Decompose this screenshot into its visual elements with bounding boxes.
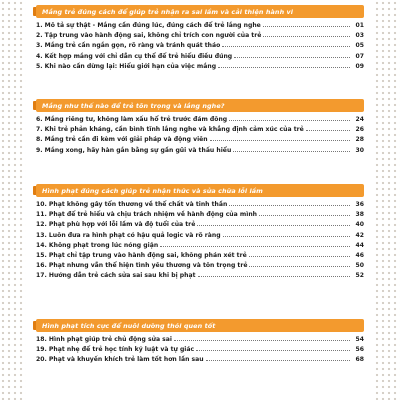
dot-leader <box>229 115 350 121</box>
toc-entry[interactable] <box>36 271 364 281</box>
toc-entry-page: 42 <box>355 231 364 239</box>
toc-list <box>36 200 364 282</box>
toc-entry-title: 18. Hình phạt giúp trẻ chủ động sửa sai <box>36 336 173 343</box>
dot-leader <box>222 41 350 47</box>
toc-entry-page: 44 <box>355 241 364 249</box>
toc-entry[interactable] <box>36 345 364 355</box>
toc-entry-title: 10. Phạt không gây tổn thương về thể chất và tinh thần <box>36 201 228 208</box>
dot-leader <box>233 146 350 152</box>
dot-leader <box>197 220 350 226</box>
section-title: Mắng trẻ đúng cách để giúp trẻ nhận ra sai lầm và cải thiện hành vi <box>42 7 294 16</box>
dot-leader <box>306 125 350 131</box>
toc-entry-title: 9. Mắng xong, hãy hàn gắn bằng sự gần gũi và thấu hiểu <box>36 146 232 154</box>
toc-entry-page: 28 <box>355 136 364 144</box>
dot-leader <box>263 21 350 27</box>
toc-entry-title: 2. Tập trung vào hành động sai, không chỉ trích con người của trẻ <box>36 32 262 40</box>
toc-entry[interactable] <box>36 261 364 271</box>
section-banner <box>36 99 364 112</box>
dot-leader <box>259 210 350 216</box>
toc-entry[interactable] <box>36 41 364 51</box>
dot-leader <box>263 31 350 37</box>
toc-entry[interactable] <box>36 146 364 156</box>
toc-entry[interactable] <box>36 21 364 31</box>
toc-entry[interactable] <box>36 31 364 41</box>
toc-entry-page: 38 <box>355 211 364 219</box>
toc-entry-title: 12. Phạt phù hợp với lỗi lầm và độ tuổi của trẻ <box>36 221 196 229</box>
toc-section-2 <box>36 99 364 156</box>
toc-entry-title: 6. Mắng riêng tư, không làm xấu hổ trẻ trước đám đông <box>36 116 228 123</box>
dot-leader <box>218 62 350 68</box>
toc-entry-page: 36 <box>355 201 364 208</box>
dotted-margin-right <box>374 0 400 400</box>
section-banner <box>36 5 364 18</box>
dotted-margin-left <box>0 0 26 400</box>
toc-entry-title: 16. Phạt nhưng vẫn thể hiện tình yêu thương và tôn trọng trẻ <box>36 262 248 270</box>
toc-section-3 <box>36 184 364 282</box>
toc-entry-title: 3. Mắng trẻ cần ngắn gọn, rõ ràng và tránh quát tháo <box>36 42 221 50</box>
toc-entry-page: 05 <box>355 42 364 50</box>
toc-entry-page: 30 <box>355 146 364 154</box>
toc-entry[interactable] <box>36 231 364 241</box>
toc-entry-page: 03 <box>355 32 364 40</box>
toc-entry-title: 5. Khi nào cần dừng lại: Hiểu giới hạn của việc mắng <box>36 62 217 70</box>
toc-entry[interactable] <box>36 125 364 135</box>
section-title: Mắng như thế nào để trẻ tôn trọng và lắng nghe? <box>42 101 225 110</box>
toc-entry-page: 68 <box>355 356 364 364</box>
dot-leader <box>249 261 350 267</box>
section-title: Hình phạt tích cực để nuôi dưỡng thói quen tốt <box>42 321 216 330</box>
toc-entry-page: 09 <box>355 62 364 70</box>
toc-entry-title: 17. Hướng dẫn trẻ cách sửa sai sau khi bị phạt <box>36 272 196 280</box>
toc-entry-page: 26 <box>355 126 364 134</box>
dot-leader <box>198 271 350 277</box>
toc-entry-title: 19. Phạt nhẹ để trẻ học tính kỷ luật và tự giác <box>36 346 195 354</box>
dot-leader <box>234 52 350 58</box>
toc-entry[interactable] <box>36 62 364 72</box>
dot-leader <box>196 345 350 351</box>
toc-entry[interactable] <box>36 210 364 220</box>
section-banner <box>36 184 364 197</box>
toc-entry-title: 1. Mô tả sự thật - Mắng cần đúng lúc, đúng cách để trẻ lắng nghe <box>36 22 261 29</box>
toc-entry[interactable] <box>36 220 364 230</box>
toc-entry-page: 54 <box>355 336 364 343</box>
toc-list <box>36 335 364 366</box>
toc-entry[interactable] <box>36 251 364 261</box>
toc-entry-title: 7. Khi trẻ phản kháng, cần bình tĩnh lắng nghe và khẳng định cảm xúc của trẻ <box>36 126 304 134</box>
toc-entry[interactable] <box>36 52 364 62</box>
toc-entry-title: 20. Phạt và khuyến khích trẻ làm tốt hơn lần sau <box>36 356 204 364</box>
dot-leader <box>160 241 350 247</box>
toc-entry-page: 46 <box>355 251 364 259</box>
dot-leader <box>210 135 350 141</box>
toc-entry-page: 50 <box>355 262 364 270</box>
toc-entry-title: 4. Kết hợp mắng với chỉ dẫn cụ thể để trẻ hiểu điều đúng <box>36 52 233 60</box>
toc-entry-page: 40 <box>355 221 364 229</box>
dot-leader <box>174 335 350 341</box>
toc-list <box>36 115 364 156</box>
toc-sheet <box>26 0 374 400</box>
dot-leader <box>206 355 350 361</box>
toc-entry-page: 01 <box>355 22 364 29</box>
toc-entry[interactable] <box>36 200 364 210</box>
toc-entry[interactable] <box>36 335 364 345</box>
toc-entry-title: 11. Phạt để trẻ hiểu và chịu trách nhiệm về hành động của mình <box>36 211 257 219</box>
toc-entry-page: 56 <box>355 346 364 354</box>
toc-entry[interactable] <box>36 241 364 251</box>
toc-entry[interactable] <box>36 355 364 365</box>
dot-leader <box>223 231 350 237</box>
dot-leader <box>229 200 350 206</box>
toc-entry-title: 14. Không phạt trong lúc nóng giận <box>36 241 159 249</box>
toc-entry-page: 07 <box>355 52 364 60</box>
toc-list <box>36 21 364 72</box>
dot-leader <box>249 251 350 257</box>
toc-section-1 <box>36 5 364 72</box>
toc-entry-title: 13. Luôn đưa ra hình phạt có hậu quả logic và rõ ràng <box>36 231 221 239</box>
toc-entry[interactable] <box>36 135 364 145</box>
toc-entry-page: 24 <box>355 116 364 123</box>
toc-section-4 <box>36 319 364 366</box>
toc-entry-title: 15. Phạt chỉ tập trung vào hành động sai, không phán xét trẻ <box>36 251 247 259</box>
toc-entry-title: 8. Mắng trẻ cần đi kèm với giải pháp và động viên <box>36 136 208 144</box>
toc-entry-page: 52 <box>355 272 364 280</box>
section-banner <box>36 319 364 332</box>
toc-entry[interactable] <box>36 115 364 125</box>
section-title: Hình phạt đúng cách giúp trẻ nhận thức và sửa chữa lỗi lầm <box>42 186 263 195</box>
